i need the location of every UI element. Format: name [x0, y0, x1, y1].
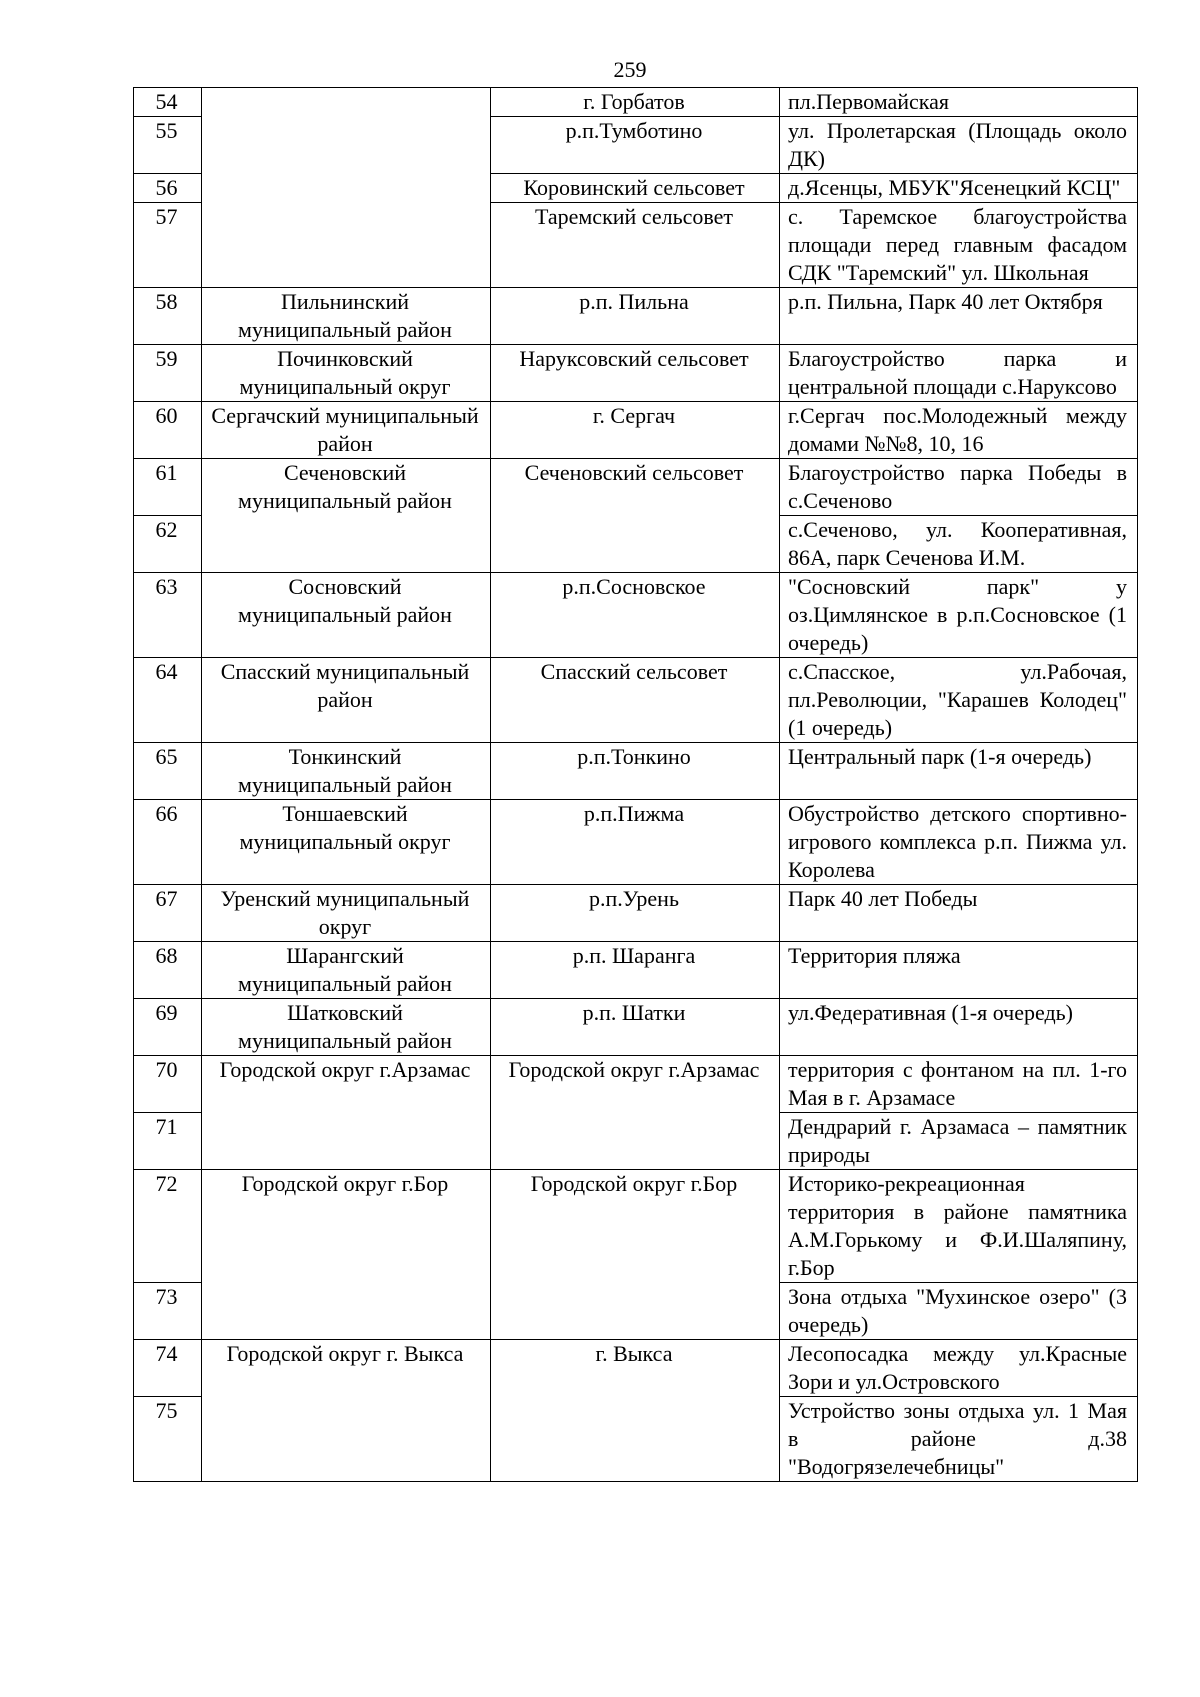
settlement-cell: Спасский сельсовет [491, 658, 780, 743]
settlement-cell: Городской округ г.Арзамас [491, 1056, 780, 1170]
row-number-cell: 75 [134, 1397, 202, 1482]
object-cell: Устройство зоны отдыха ул. 1 Мая в районе д.38 "Водогрязелечебницы" [780, 1397, 1138, 1482]
settlement-cell: г. Сергач [491, 402, 780, 459]
row-number-cell: 74 [134, 1340, 202, 1397]
district-cell: Городской округ г. Выкса [202, 1340, 491, 1482]
row-number-cell: 56 [134, 174, 202, 203]
district-cell: Тоншаевский муниципальный округ [202, 800, 491, 885]
settlement-cell: р.п.Тумботино [491, 117, 780, 174]
row-number-cell: 62 [134, 516, 202, 573]
district-cell: Городской округ г.Бор [202, 1170, 491, 1340]
settlement-cell: Коровинский сельсовет [491, 174, 780, 203]
row-number-cell: 59 [134, 345, 202, 402]
object-cell: г.Сергач пос.Молодежный между домами №№8, 10, 16 [780, 402, 1138, 459]
row-number-cell: 63 [134, 573, 202, 658]
settlement-cell: р.п.Урень [491, 885, 780, 942]
district-cell: Сеченовский муниципальный район [202, 459, 491, 573]
object-cell: Историко-рекреационная территория в районе памятника А.М.Горькому и Ф.И.Шаляпину, г.Бор [780, 1170, 1138, 1283]
row-number-cell: 70 [134, 1056, 202, 1113]
object-cell: Центральный парк (1-я очередь) [780, 743, 1138, 800]
object-cell: Парк 40 лет Победы [780, 885, 1138, 942]
district-cell: Шатковский муниципальный район [202, 999, 491, 1056]
object-cell: территория с фонтаном на пл. 1-го Мая в г. Арзамасе [780, 1056, 1138, 1113]
table-row [134, 288, 1138, 345]
table-row [134, 885, 1138, 942]
object-cell: Благоустройство парка Победы в с.Сеченово [780, 459, 1138, 516]
objects-table [133, 87, 1138, 1482]
table-row [134, 999, 1138, 1056]
settlement-cell: р.п.Сосновское [491, 573, 780, 658]
object-cell: Лесопосадка между ул.Красные Зори и ул.Островского [780, 1340, 1138, 1397]
settlement-cell: Сеченовский сельсовет [491, 459, 780, 573]
district-cell: Шарангский муниципальный район [202, 942, 491, 999]
object-cell: Обустройство детского спортивно-игрового комплекса р.п. Пижма ул. Королева [780, 800, 1138, 885]
table-row [134, 88, 1138, 117]
row-number-cell: 57 [134, 203, 202, 288]
district-cell: Пильнинский муниципальный район [202, 288, 491, 345]
settlement-cell: р.п. Шатки [491, 999, 780, 1056]
object-cell: Зона отдыха "Мухинское озеро" (3 очередь) [780, 1283, 1138, 1340]
table-row [134, 573, 1138, 658]
settlement-cell: р.п.Тонкино [491, 743, 780, 800]
object-cell: д.Ясенцы, МБУК"Ясенецкий КСЦ" [780, 174, 1138, 203]
row-number-cell: 65 [134, 743, 202, 800]
settlement-cell: Таремский сельсовет [491, 203, 780, 288]
object-cell: с.Сеченово, ул. Кооперативная, 86А, парк Сеченова И.М. [780, 516, 1138, 573]
settlement-cell: г. Выкса [491, 1340, 780, 1482]
object-cell: ул.Федеративная (1-я очередь) [780, 999, 1138, 1056]
settlement-cell: р.п. Шаранга [491, 942, 780, 999]
object-cell: пл.Первомайская [780, 88, 1138, 117]
district-cell: Уренский муниципальный округ [202, 885, 491, 942]
table-row [134, 402, 1138, 459]
table-row [134, 459, 1138, 516]
settlement-cell: Наруксовский сельсовет [491, 345, 780, 402]
district-cell: Городской округ г.Арзамас [202, 1056, 491, 1170]
table-row [134, 743, 1138, 800]
row-number-cell: 68 [134, 942, 202, 999]
object-cell: "Сосновский парк" у оз.Цимлянское в р.п.Сосновское (1 очередь) [780, 573, 1138, 658]
settlement-cell: Городской округ г.Бор [491, 1170, 780, 1340]
district-cell: Сосновский муниципальный район [202, 573, 491, 658]
table-row [134, 658, 1138, 743]
row-number-cell: 71 [134, 1113, 202, 1170]
table-row [134, 1340, 1138, 1397]
row-number-cell: 73 [134, 1283, 202, 1340]
object-cell: Благоустройство парка и центральной площади с.Наруксово [780, 345, 1138, 402]
district-cell [202, 88, 491, 288]
object-cell: с.Спасское, ул.Рабочая, пл.Революции, "Карашев Колодец" (1 очередь) [780, 658, 1138, 743]
objects-table-body [134, 88, 1138, 1482]
row-number-cell: 58 [134, 288, 202, 345]
district-cell: Спасский муниципальный район [202, 658, 491, 743]
district-cell: Тонкинский муниципальный район [202, 743, 491, 800]
object-cell: р.п. Пильна, Парк 40 лет Октября [780, 288, 1138, 345]
object-cell: ул. Пролетарская (Площадь около ДК) [780, 117, 1138, 174]
settlement-cell: г. Горбатов [491, 88, 780, 117]
district-cell: Починковский муниципальный округ [202, 345, 491, 402]
row-number-cell: 55 [134, 117, 202, 174]
object-cell: Дендрарий г. Арзамаса – памятник природы [780, 1113, 1138, 1170]
page-number: 259 [613, 57, 647, 82]
row-number-cell: 66 [134, 800, 202, 885]
table-row [134, 1170, 1138, 1283]
row-number-cell: 69 [134, 999, 202, 1056]
row-number-cell: 60 [134, 402, 202, 459]
row-number-cell: 64 [134, 658, 202, 743]
table-row [134, 345, 1138, 402]
object-cell: с. Таремское благоустройства площади перед главным фасадом СДК "Таремский" ул. Школьная [780, 203, 1138, 288]
settlement-cell: р.п.Пижма [491, 800, 780, 885]
row-number-cell: 61 [134, 459, 202, 516]
row-number-cell: 67 [134, 885, 202, 942]
table-row [134, 800, 1138, 885]
row-number-cell: 54 [134, 88, 202, 117]
object-cell: Территория пляжа [780, 942, 1138, 999]
settlement-cell: р.п. Пильна [491, 288, 780, 345]
table-row [134, 942, 1138, 999]
row-number-cell: 72 [134, 1170, 202, 1283]
district-cell: Сергачский муниципальный район [202, 402, 491, 459]
table-row [134, 1056, 1138, 1113]
